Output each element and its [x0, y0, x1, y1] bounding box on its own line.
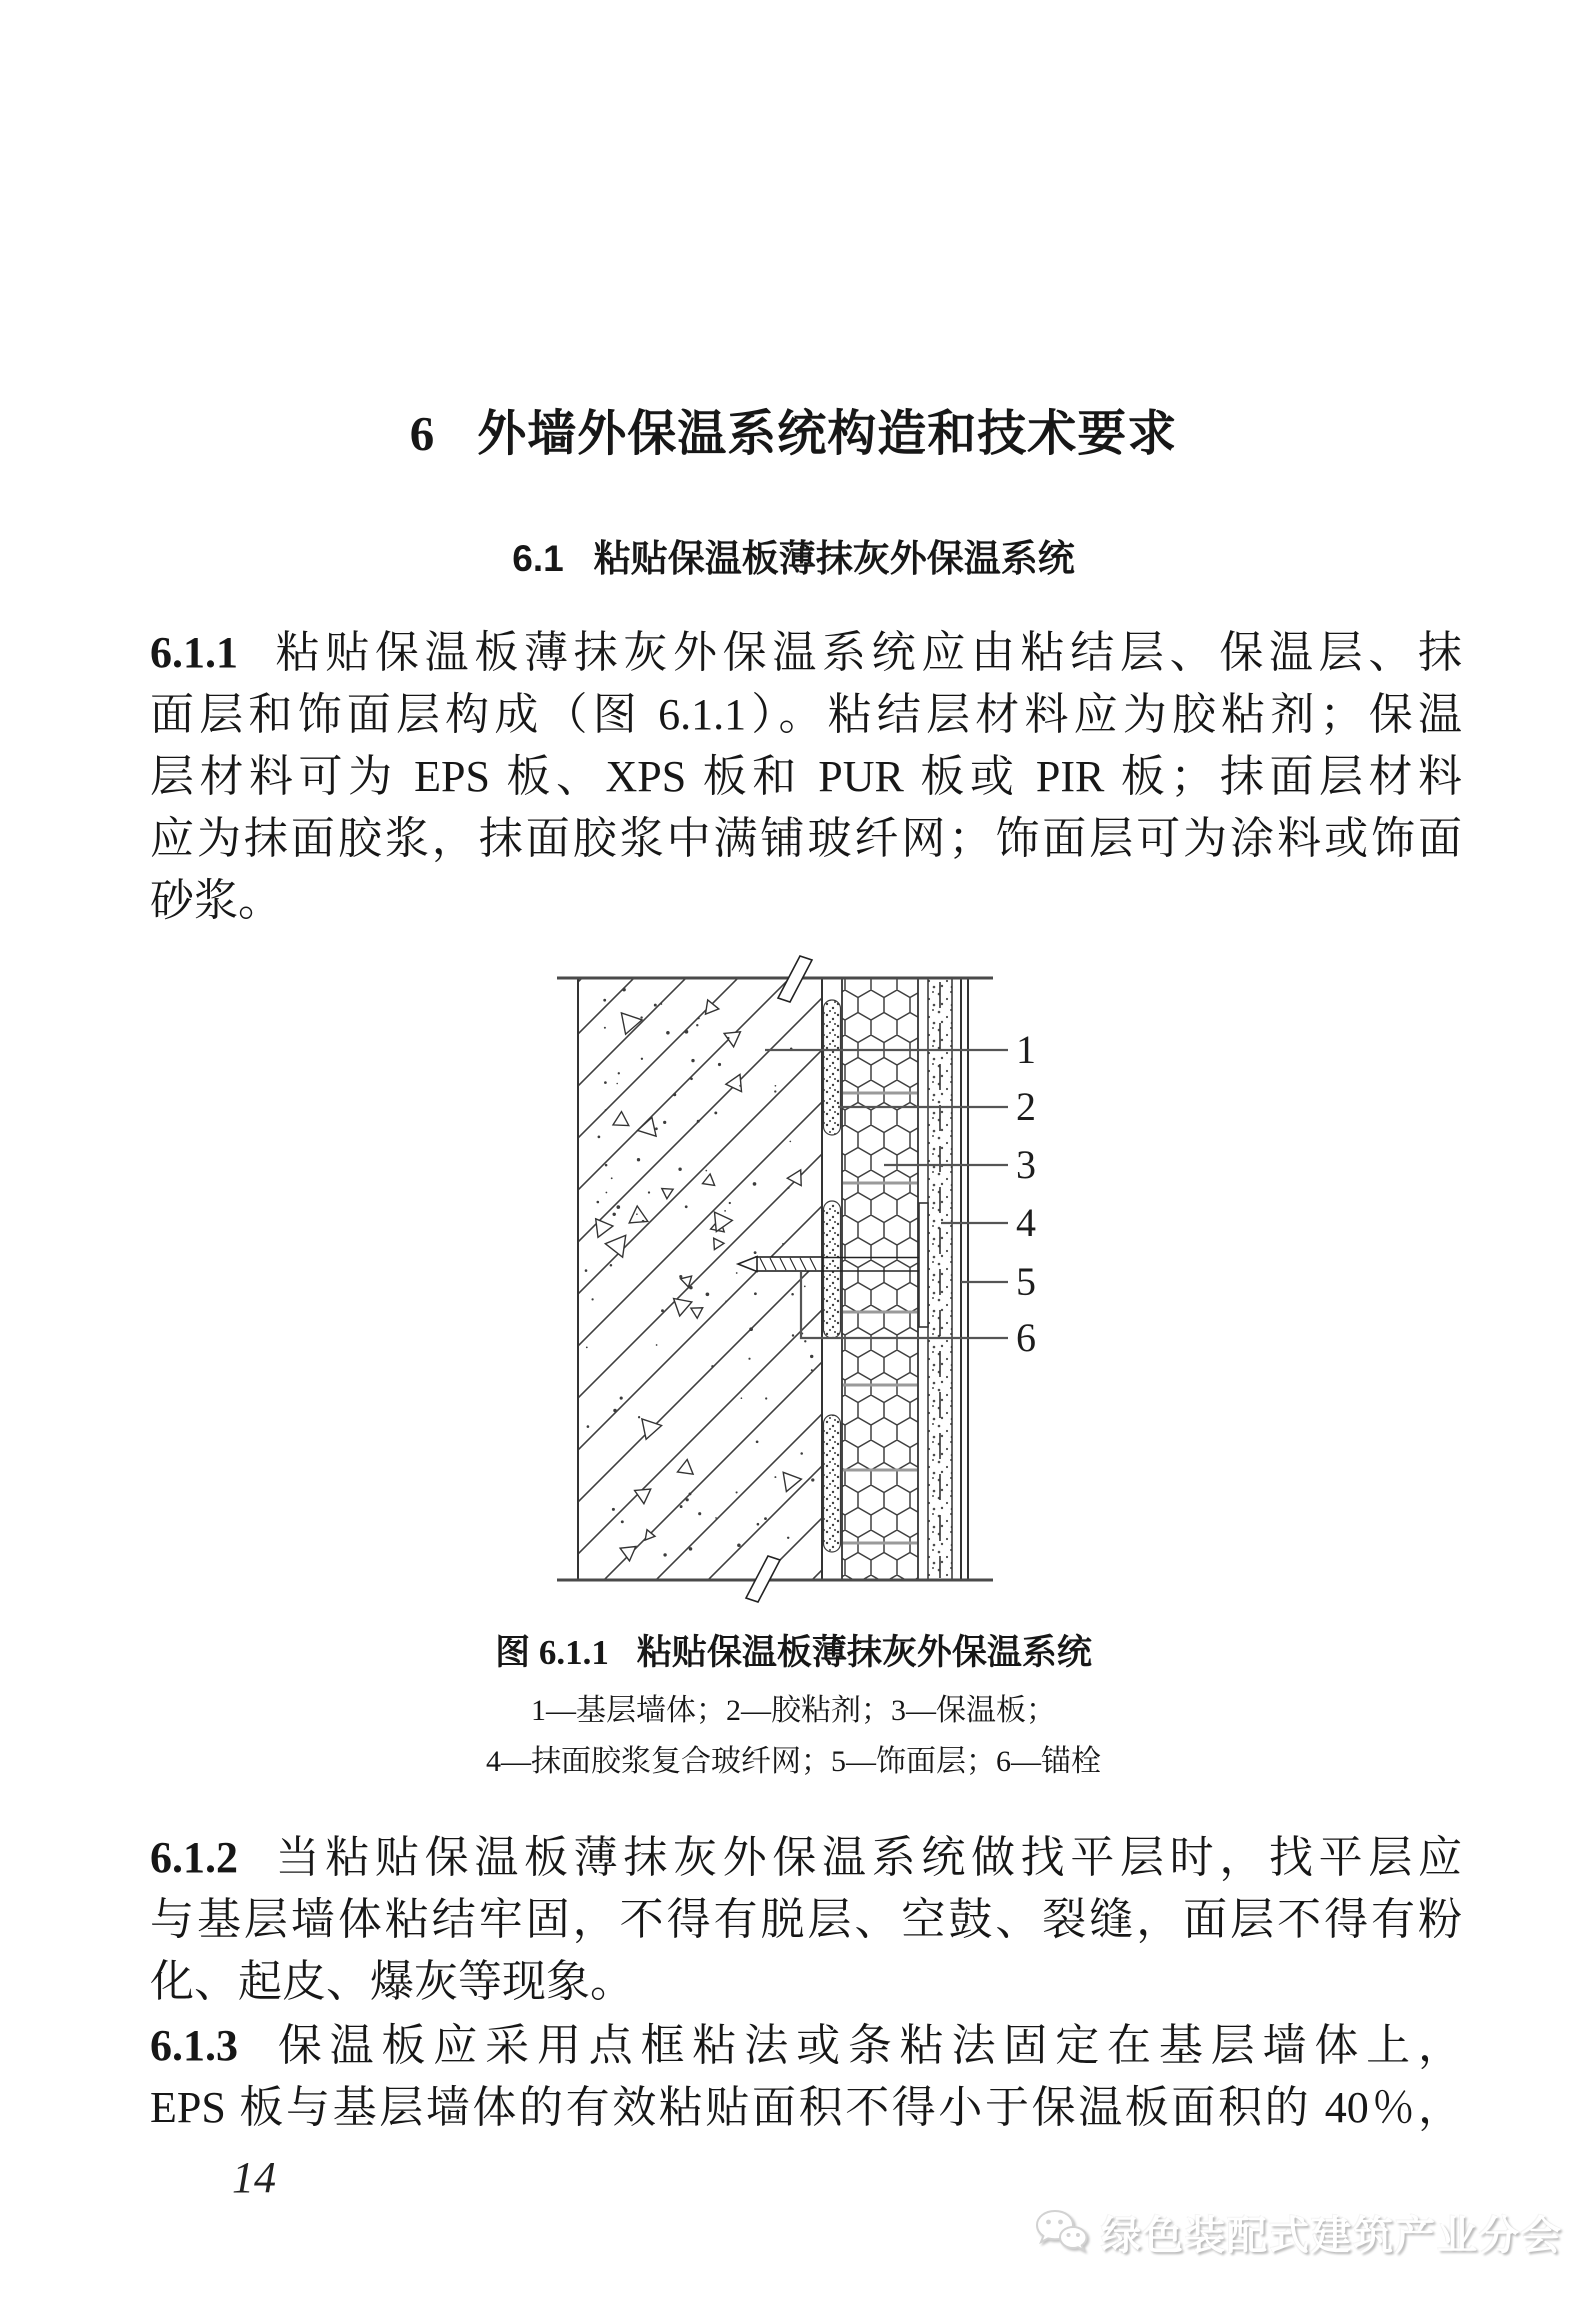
callout-5: 5 — [1016, 1259, 1036, 1304]
section-title — [0, 534, 1587, 584]
callout-3: 3 — [1016, 1142, 1036, 1187]
clause-number: 6.1.1 — [150, 628, 238, 677]
clause-line — [150, 622, 1462, 684]
watermark — [1033, 2204, 1563, 2260]
clause-number: 6.1.2 — [150, 1833, 238, 1882]
page-number: 14 — [232, 2153, 276, 2202]
wechat-icon — [1033, 2207, 1091, 2257]
clause-line: EPS 板与基层墙体的有效粘贴面积不得小于保温板面积的 40％， — [150, 2083, 1462, 2132]
clause-line: 与基层墙体粘结牢固，不得有脱层、空鼓、裂缝，面层不得有粉 — [150, 1895, 1462, 1944]
clause-line: 面层和饰面层构成（图 6.1.1）。粘结层材料应为胶粘剂；保温 — [150, 690, 1462, 739]
figure-legend-line-2: 4—抹面胶浆复合玻纤网；5—饰面层；6—锚栓 — [486, 1745, 1101, 1778]
clause-6-1-2 — [150, 1827, 1462, 2013]
chapter-title-text: 外墙外保温系统构造和技术要求 — [477, 406, 1178, 461]
clause-line — [150, 2015, 1462, 2077]
callout-numbers — [1016, 1027, 1036, 1360]
clause-text: 粘贴保温板薄抹灰外保温系统应由粘结层、保温层、抹 — [270, 628, 1462, 677]
figure-number: 图 6.1.1 — [495, 1633, 609, 1672]
insulation-board-layer — [842, 978, 918, 1580]
clause-text: 当粘贴保温板薄抹灰外保温系统做找平层时，找平层应 — [270, 1833, 1462, 1882]
chapter-title — [0, 398, 1587, 470]
clause-line: 应为抹面胶浆，抹面胶浆中满铺玻纤网；饰面层可为涂料或饰面 — [150, 814, 1462, 863]
chapter-number: 6 — [409, 406, 436, 461]
finish-layer — [961, 978, 968, 1580]
clause-number: 6.1.3 — [150, 2021, 238, 2070]
clause-line: 层材料可为 EPS 板、XPS 板和 PUR 板或 PIR 板；抹面层材料 — [150, 752, 1462, 801]
section-number: 6.1 — [512, 538, 564, 579]
section-title-text: 粘贴保温板薄抹灰外保温系统 — [593, 538, 1075, 579]
watermark-text: 绿色装配式建筑产业分会 — [1101, 2213, 1563, 2258]
figure-6-1-1-diagram — [520, 950, 1080, 1630]
anchor-washer — [919, 1203, 928, 1327]
callout-1: 1 — [1016, 1027, 1036, 1072]
clause-line: 砂浆。 — [150, 876, 282, 925]
clause-text: 保温板应采用点框粘法或条粘法固定在基层墙体上， — [270, 2021, 1462, 2070]
callout-2: 2 — [1016, 1084, 1036, 1129]
clause-6-1-1 — [150, 622, 1462, 932]
callout-6: 6 — [1016, 1315, 1036, 1360]
figure-legend-line-1: 1—基层墙体；2—胶粘剂；3—保温板； — [531, 1694, 1056, 1727]
figure-caption-text: 粘贴保温板薄抹灰外保温系统 — [636, 1633, 1092, 1672]
callout-4: 4 — [1016, 1200, 1036, 1245]
clause-line — [150, 1827, 1462, 1889]
clause-6-1-3 — [150, 2015, 1462, 2139]
clause-line: 化、起皮、爆灰等现象。 — [150, 1957, 634, 2006]
adhesive-layer — [824, 1000, 841, 1552]
figure-caption — [0, 1630, 1587, 1676]
